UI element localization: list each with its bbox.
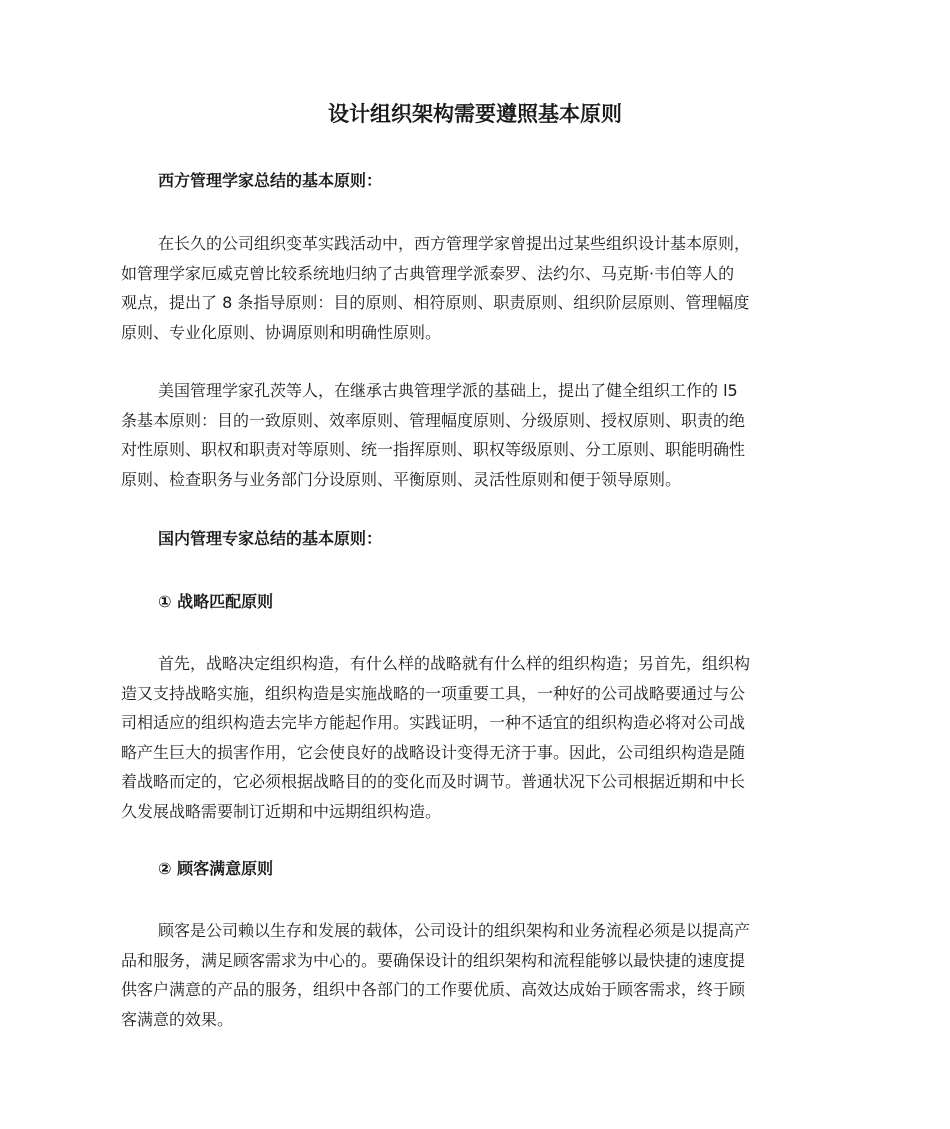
paragraph-koontz: [121, 376, 833, 494]
text-line: 原则、专业化原则、协调原则和明确性原则。: [121, 322, 442, 342]
text-line: 着战略而定的，它必须根据战略目的的变化而及时调节。普通状况下公司根据近期和中长: [121, 772, 746, 791]
text-line: 原则、检查职务与业务部门分设原则、平衡原则、灵活性原则和便于领导原则。: [121, 469, 682, 489]
paragraph-customer: [121, 916, 833, 1034]
text-line: 首先，战略决定组织构造，有什么样的战略就有什么样的组织构造；另首先，组织构: [158, 654, 751, 673]
text-line: 供客户满意的产品的服务，组织中各部门的工作要优质、高效达成始于顾客需求，终于顾: [121, 980, 746, 999]
text-line: 在长久的公司组织变革实践活动中，西方管理学家曾提出过某些组织设计基本原则，: [158, 234, 751, 253]
text-line: 观点，提出了 8 条指导原则：目的原则、相符原则、职责原则、组织阶层原则、管理幅度: [121, 293, 750, 312]
subsection-heading-customer: ② 顾客满意原则: [158, 859, 274, 878]
section-heading-western: 西方管理学家总结的基本原则：: [158, 171, 383, 190]
text-line: 造又支持战略实施，组织构造是实施战略的一项重要工具，一种好的公司战略要通过与公: [121, 683, 746, 703]
paragraph-strategy: [121, 649, 833, 826]
text-line: 美国管理学家孔茨等人，在继承古典管理学派的基础上，提出了健全组织工作的 l5: [158, 381, 738, 400]
text-line: 略产生巨大的损害作用，它会使良好的战略设计变得无济于事。因此，公司组织构造是随: [121, 742, 746, 762]
text-line: 客满意的效果。: [121, 1009, 234, 1029]
text-line: 如管理学家厄威克曾比较系统地归纳了古典管理学派泰罗、法约尔、马克斯·韦伯等人的: [121, 263, 735, 283]
text-line: 司相适应的组织构造去完毕方能起作用。实践证明，一种不适宜的组织构造必将对公司战: [121, 713, 746, 732]
document-title: 设计组织架构需要遵照基本原则: [328, 102, 622, 126]
text-line: 条基本原则：目的一致原则、效率原则、管理幅度原则、分级原则、授权原则、职责的绝: [121, 410, 746, 430]
text-line: 久发展战略需要制订近期和中远期组织构造。: [121, 801, 442, 821]
text-line: 顾客是公司赖以生存和发展的载体，公司设计的组织架构和业务流程必须是以提高产: [158, 921, 751, 940]
subsection-heading-strategy: ① 战略匹配原则: [158, 592, 274, 611]
text-line: 品和服务，满足顾客需求为中心的。要确保设计的组织架构和流程能够以最快捷的速度提: [121, 950, 746, 970]
section-heading-domestic: 国内管理专家总结的基本原则：: [158, 529, 383, 548]
text-line: 对性原则、职权和职责对等原则、统一指挥原则、职权等级原则、分工原则、职能明确性: [121, 440, 746, 459]
paragraph-urwick: [121, 229, 833, 347]
